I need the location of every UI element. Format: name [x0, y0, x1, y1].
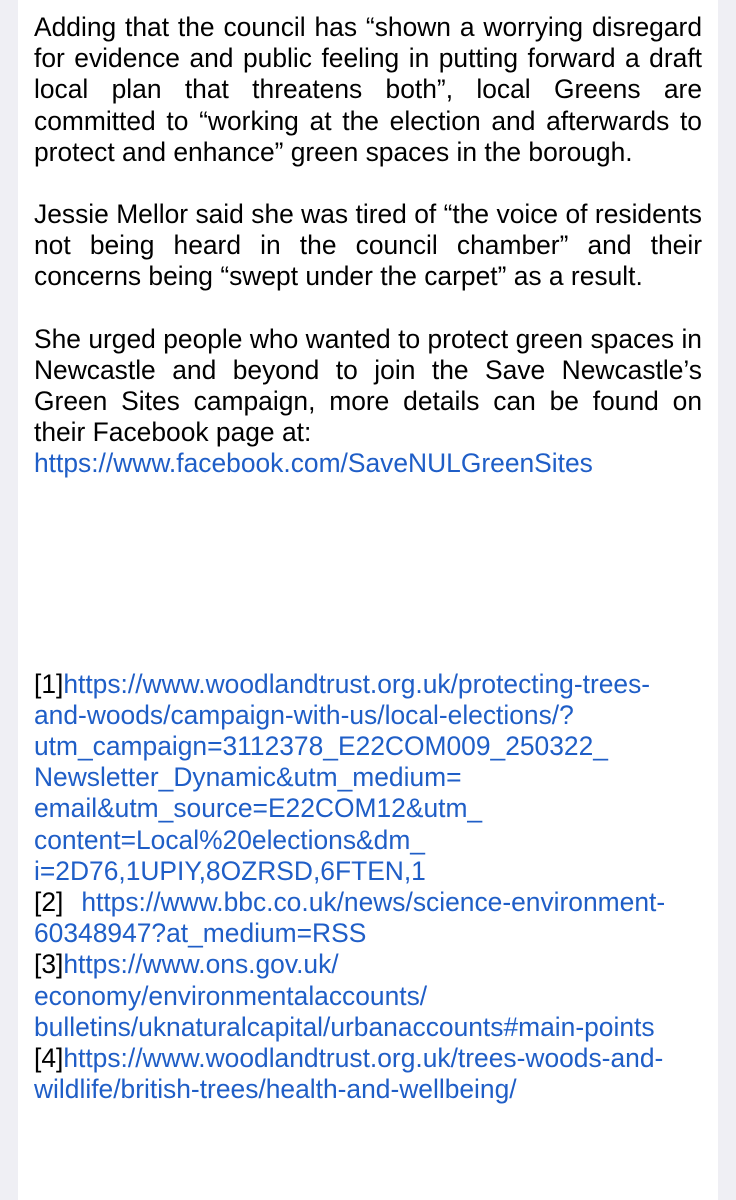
reference-link-line: https://www.bbc.co.uk/news/science-environment-: [81, 887, 666, 918]
reference-link-line: 60348947?at_medium=RSS: [34, 918, 367, 949]
reference-link-line: and-woods/campaign-with-us/local-elections/?: [34, 699, 574, 730]
paragraph-campaign: [34, 324, 702, 480]
paragraph-jessie-mellor: Jessie Mellor said she was tired of “the voice of residents not being heard in the council chamber” and their concerns being “swept under the carpet” as a result.: [34, 199, 702, 292]
reference-link-line: content=Local%20elections&dm_: [34, 824, 425, 855]
reference-link[interactable]: [34, 669, 650, 886]
reference-label: [3]: [34, 949, 64, 980]
reference-link-line: utm_campaign=3112378_E22COM009_250322_: [34, 731, 608, 762]
reference-link-line: email&utm_source=E22COM12&utm_: [34, 793, 483, 824]
facebook-link[interactable]: https://www.facebook.com/SaveNULGreenSites: [34, 448, 593, 479]
reference-link-line: economy/environmentalaccounts/: [34, 980, 428, 1011]
reference-2: [34, 887, 702, 949]
paragraph-campaign-text: She urged people who wanted to protect green spaces in Newcastle and beyond to join the Save Newcastle’s Green Sites campaign, more details can be found on their Facebook page at:: [34, 323, 702, 448]
blank-space: [34, 480, 702, 669]
article-page: [18, 0, 718, 1200]
reference-link-line: Newsletter_Dynamic&utm_medium=: [34, 762, 462, 793]
reference-label: [2]: [34, 887, 64, 918]
reference-link[interactable]: [34, 949, 655, 1041]
reference-link-line: bulletins/uknaturalcapital/urbanaccounts#main-points: [34, 1011, 655, 1042]
reference-link-line: wildlife/british-trees/health-and-wellbeing/: [34, 1074, 517, 1105]
reference-1: [34, 669, 702, 887]
reference-label: [4]: [34, 1043, 64, 1074]
reference-link[interactable]: [34, 887, 665, 948]
reference-link-line: https://www.woodlandtrust.org.uk/protecting-trees-: [63, 668, 651, 699]
reference-link-line: https://www.woodlandtrust.org.uk/trees-woods-and-: [63, 1043, 664, 1074]
reference-link-line: https://www.ons.gov.uk/: [63, 949, 339, 980]
reference-3: [34, 949, 702, 1043]
reference-4: [34, 1043, 702, 1105]
reference-link[interactable]: [34, 1043, 663, 1104]
references-list: [34, 669, 702, 1106]
reference-label: [1]: [34, 668, 64, 699]
reference-link-line: i=2D76,1UPIY,8OZRSD,6FTEN,1: [34, 855, 426, 886]
paragraph-council-disregard: Adding that the council has “shown a worrying disregard for evidence and public feeling in putting forward a draft local plan that threatens both”, local Greens are committed to “working at the election and afterwards to protect and enhance” green spaces in the borough.: [34, 12, 702, 167]
